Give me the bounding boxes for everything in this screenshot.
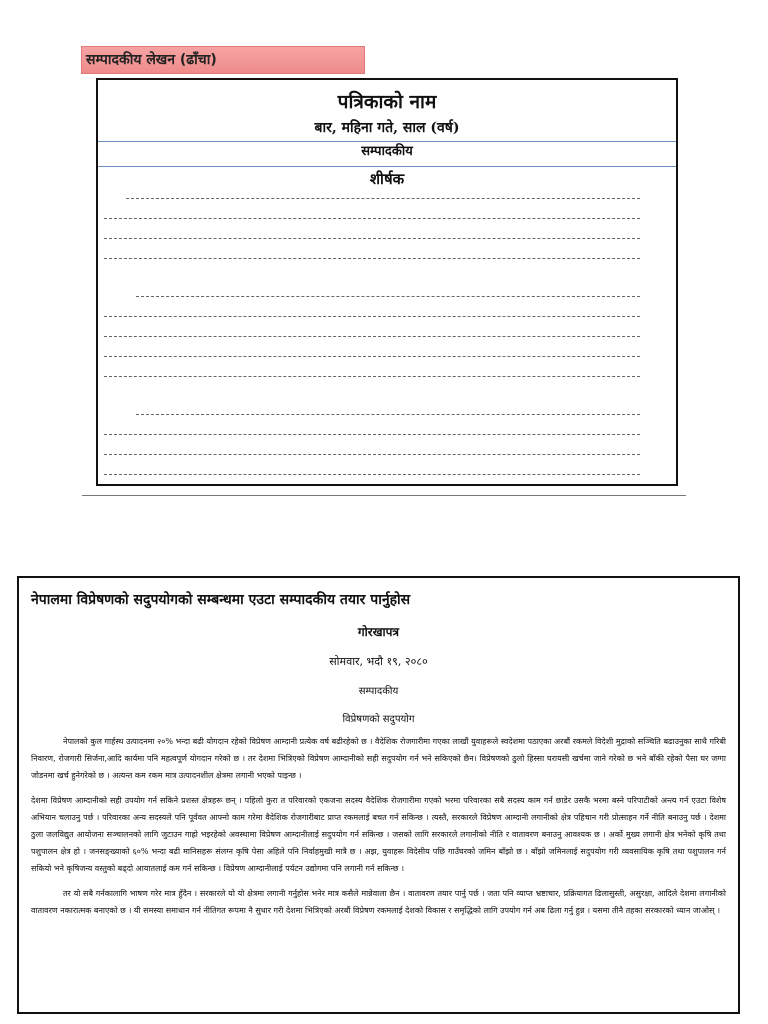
- heading-placeholder: शीर्षक: [369, 170, 405, 188]
- editorial-paragraph: तर यो सबै गर्नकालागि भाषण गरेर मात्र हुँदैन । सरकारले यो यो क्षेत्रमा लगानी गर्नुहोस भनेर मात्र कसैले मान्नेवाला छैन । वातावरण तयार पार्नु पर्छ । जता पनि व्याप्त भ्रष्टाचार, प्रक्रियागत ढिलासुस्ती, असुरक्षा, आदिले देशमा लगानीको वातावरण नकारात्मक बनाएको छ । यी समस्या समाधान गर्न नीतिगत रूपमा नै सुधार गरी देशमा भित्रिएको अरबौं विप्रेषण रकमलाई देशको विकास र समृद्धिको लागि उपयोग गर्न अब ढिला गर्नु हुन्न । यसमा तीनै तहका सरकारको ध्यान जाओस् ।: [31, 889, 726, 915]
- newspaper-name-placeholder: पत्रिकाको नाम: [337, 91, 437, 113]
- editorial-title: विप्रेषणको सदुपयोग: [342, 714, 415, 725]
- sample-editorial-box: [17, 576, 740, 1014]
- template-tag: सम्पादकीय लेखन (ढाँचा): [81, 46, 365, 74]
- dotted-line: [104, 454, 640, 455]
- dotted-line: [104, 474, 640, 475]
- dotted-line: [104, 336, 640, 337]
- newspaper-name: गोरखापत्र: [357, 625, 400, 639]
- question-heading: नेपालमा विप्रेषणको सदुपयोगको सम्बन्धमा एउटा सम्पादकीय तयार पार्नुहोस: [31, 592, 411, 608]
- editorial-label: सम्पादकीय: [358, 686, 399, 697]
- section-divider: [82, 495, 686, 496]
- dotted-line: [104, 238, 640, 239]
- editorial-paragraph: देशमा विप्रेषण आम्दानीको सही उपयोग गर्न सकिने प्रशस्त क्षेत्रहरू छन् । पहिलो कुरा त परिवारको एकजना सदस्य वैदेशिक रोजगारीमा गएको भरमा परिवारका सबै सदस्य काम गर्न छाडेर उसकै भरमा बस्ने परिपाटीको अन्त्य गर्न एउटा विशेष अभियान चलाउनु पर्छ । परिवारका अन्य सदस्यले पनि पूर्ववत आफ्नो काम गरेमा वैदेशिक रोजगारीबाट प्राप्त रकमलाई बचत गर्न सकिन्छ । त्यस्तै, सरकारले विप्रेषण आम्दानी लगानीको क्षेत्र पहिचान गरी प्रोत्साहन गर्ने नीति बनाउनु पर्छ । देशमा ठुला जलविद्युत आयोजना सञ्चालनको लागि जुटाउन गाह्रो भइरहेको अवस्थामा विप्रेषण आम्दानीलाई सदुपयोग गर्न सकिन्छ । जसको लागि सरकारले लगानीको नीति र वातावरण बनाउनु आवश्यक छ । अर्को मुख्य लगानी क्षेत्र भनेको कृषि तथा पशुपालन क्षेत्र हो । जनसङ्ख्याको ६०% भन्दा बढी मानिसहरू संलग्न कृषि पेसा अहिले पनि निर्वाहमुखी मात्रै छ । अझ, युवाहरू विदेसीय पछि गाउँघरको जमिन बाँझो छ । बाँझो जमिनलाई सदुपयोग गरी व्यवसायिक कृषि तथा पशुपालन गर्न सकियो भने कृषिजन्य वस्तुको बढ्दो आयातलाई कम गर्न सकिन्छ । विप्रेषण आम्दानीलाई पर्यटन उद्योगमा पनि लगानी गर्न सकिन्छ ।: [31, 796, 726, 873]
- dotted-line: [136, 296, 640, 297]
- dotted-line: [126, 198, 640, 199]
- date-format-placeholder: बार, महिना गते, साल (वर्ष): [314, 120, 460, 136]
- editorial-paragraph: नेपालको कुल गार्हस्थ उत्पादनमा २०% भन्दा बढी योगदान रहेको विप्रेषण आम्दानी प्रत्येक वर्ष बढीरहेको छ । वैदेशिक रोजगारीमा गएका लाखौं युवाहरूले स्वदेशमा पठाएका अरबौं रकमले विदेशी मुद्राको सञ्चिति बढाउनुका साथै गरिबी निवारण, रोजगारी सिर्जना,आदि कार्यमा पनि महत्वपूर्ण योगदान गरेको छ । तर देशमा भित्रिएको विप्रेषण आम्दानीको सही सदुपयोग गर्न भने सकिएको छैन। विप्रेषणको ठुलो हिस्सा घरायसी खर्चमा जाने गरेको छ भने बाँकी रहेको पैसा घर जग्गा जोडनमा खर्च हुनेगरेको छ । अत्यन्त कम रकम मात्र उत्पादनशील क्षेत्रमा लगानी भएको पाइन्छ ।: [31, 737, 726, 780]
- dotted-line: [136, 414, 640, 415]
- divider: [98, 166, 676, 167]
- dotted-line: [104, 316, 640, 317]
- dotted-line: [104, 356, 640, 357]
- dotted-line: [104, 258, 640, 259]
- editorial-template-box: [96, 78, 678, 486]
- editorial-label: सम्पादकीय: [361, 144, 413, 159]
- dotted-line: [104, 218, 640, 219]
- publication-date: सोमवार, भदौ १९, २०८०: [329, 655, 428, 668]
- dotted-line: [104, 434, 640, 435]
- dotted-line: [104, 376, 640, 377]
